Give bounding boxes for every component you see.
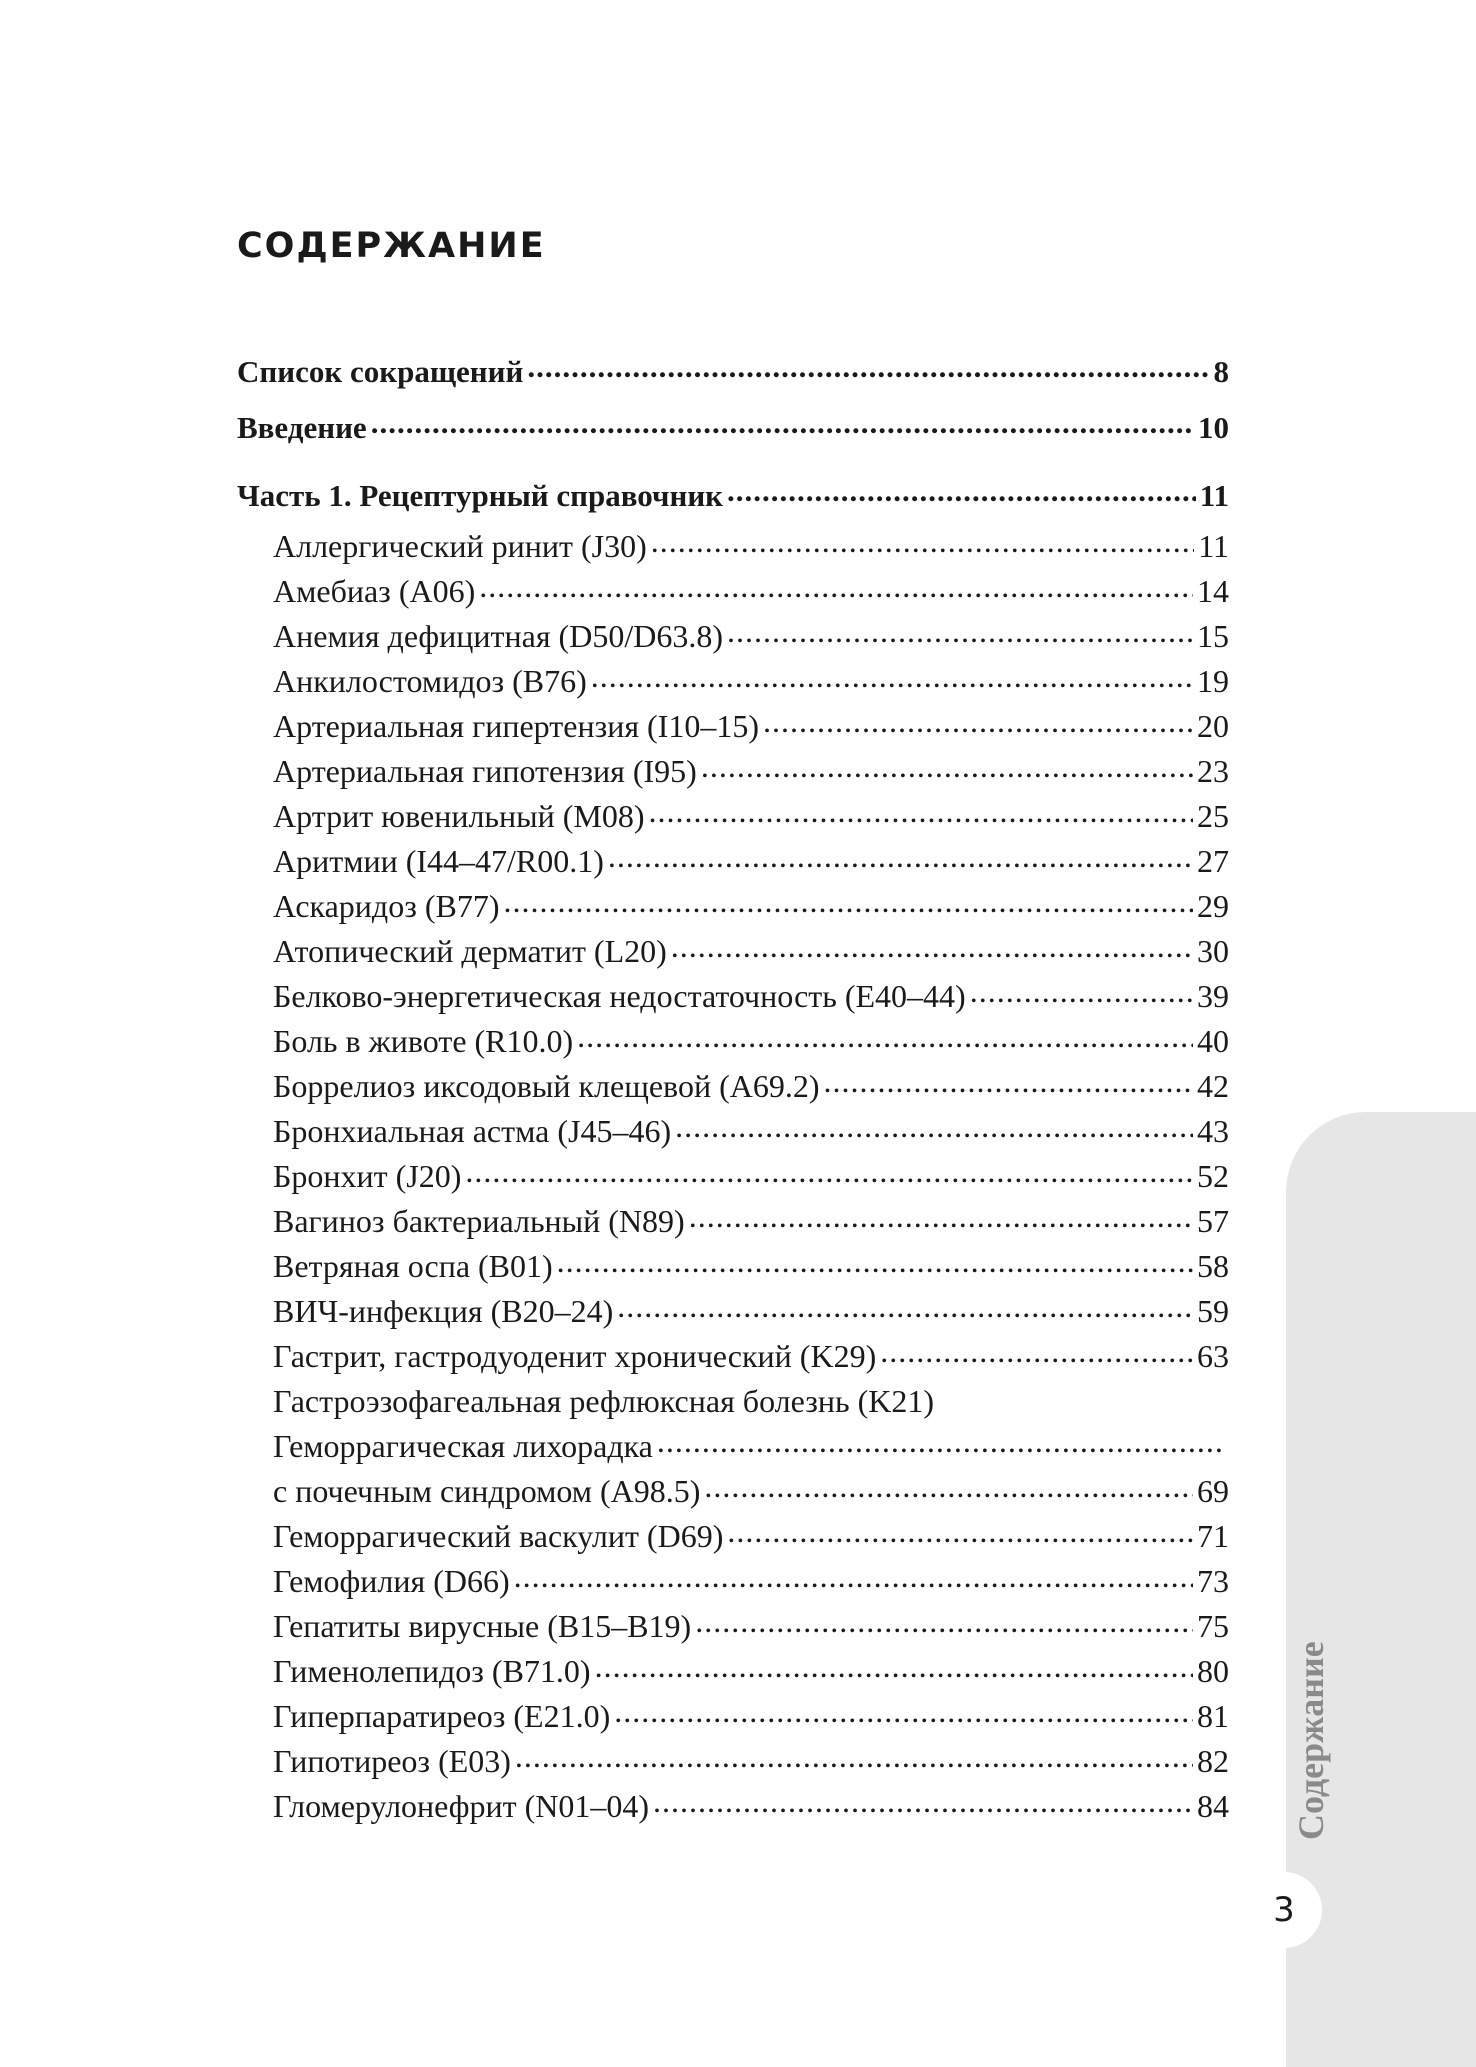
toc-entry-title: Боррелиоз иксодовый клещевой (А69.2) bbox=[273, 1068, 820, 1104]
toc-entry-page: 43 bbox=[1197, 1113, 1229, 1149]
dot-leader bbox=[727, 615, 1193, 647]
toc-entry-page: 20 bbox=[1197, 708, 1229, 744]
table-of-contents bbox=[237, 344, 1229, 1829]
toc-entry-title: Артериальная гипертензия (I10–15) bbox=[273, 708, 760, 744]
dot-leader bbox=[614, 1695, 1193, 1727]
toc-entry-page: 81 bbox=[1197, 1698, 1229, 1734]
toc-entry[interactable] bbox=[237, 974, 1229, 1019]
dot-leader bbox=[503, 885, 1193, 917]
toc-entry-page: 75 bbox=[1197, 1608, 1229, 1644]
toc-entry-page: 84 bbox=[1197, 1788, 1229, 1824]
toc-entry-page: 8 bbox=[1213, 354, 1229, 389]
toc-entry[interactable] bbox=[237, 614, 1229, 659]
toc-entry-title: Список сокращений bbox=[237, 354, 524, 389]
toc-entry-title: Артериальная гипотензия (I95) bbox=[273, 753, 697, 789]
dot-leader bbox=[704, 1470, 1193, 1502]
toc-entry-part-1[interactable] bbox=[237, 468, 1229, 524]
toc-entry[interactable] bbox=[237, 1424, 1229, 1469]
toc-entry-title: Гастрит, гастродуоденит хронический (K29) bbox=[273, 1338, 877, 1374]
side-tab-label: Содержание bbox=[1291, 1641, 1331, 1840]
dot-leader bbox=[465, 1155, 1193, 1187]
toc-entry[interactable] bbox=[237, 839, 1229, 884]
toc-entry[interactable] bbox=[237, 659, 1229, 704]
toc-entry[interactable] bbox=[237, 1739, 1229, 1784]
toc-entry-title: Геморрагический васкулит (D69) bbox=[273, 1518, 724, 1554]
dot-leader bbox=[657, 1425, 1225, 1457]
toc-entry-page: 80 bbox=[1197, 1653, 1229, 1689]
dot-leader bbox=[595, 1650, 1193, 1682]
toc-entry-page: 23 bbox=[1197, 753, 1229, 789]
toc-entry[interactable] bbox=[237, 1649, 1229, 1694]
toc-entry-title: Гиперпаратиреоз (Е21.0) bbox=[273, 1698, 611, 1734]
toc-entry-page: 52 bbox=[1197, 1158, 1229, 1194]
toc-entry-title: Гепатиты вирусные (В15–В19) bbox=[273, 1608, 692, 1644]
dot-leader bbox=[577, 1020, 1193, 1052]
toc-entry-title: Введение bbox=[237, 410, 367, 445]
toc-entry[interactable] bbox=[237, 929, 1229, 974]
toc-entry-page: 63 bbox=[1197, 1338, 1229, 1374]
toc-entry[interactable] bbox=[237, 884, 1229, 929]
toc-entry-title: Аскаридоз (В77) bbox=[273, 888, 500, 924]
toc-entry-title: Белково-энергетическая недостаточность (Е40–44) bbox=[273, 978, 966, 1014]
toc-entry-page: 69 bbox=[1197, 1473, 1229, 1509]
toc-entry[interactable] bbox=[237, 1784, 1229, 1829]
toc-entry-title: Анемия дефицитная (D50/D63.8) bbox=[273, 618, 723, 654]
toc-entry-title: Бронхиальная астма (J45–46) bbox=[273, 1113, 672, 1149]
toc-entry-page: 39 bbox=[1197, 978, 1229, 1014]
toc-entry[interactable] bbox=[237, 1199, 1229, 1244]
toc-entry-title: ВИЧ-инфекция (В20–24) bbox=[273, 1293, 614, 1329]
toc-entry-title: Геморрагическая лихорадка bbox=[273, 1428, 653, 1464]
toc-entry-title: Атопический дерматит (L20) bbox=[273, 933, 667, 969]
toc-entry-title: Аритмии (I44–47/R00.1) bbox=[273, 843, 604, 879]
toc-entry[interactable] bbox=[237, 1334, 1229, 1379]
toc-entry-title: с почечным синдромом (А98.5) bbox=[273, 1473, 701, 1509]
dot-leader bbox=[651, 525, 1194, 557]
toc-entry-title: Артрит ювенильный (М08) bbox=[273, 798, 645, 834]
dot-leader bbox=[649, 795, 1193, 827]
dot-leader bbox=[823, 1065, 1193, 1097]
toc-entry[interactable] bbox=[237, 1514, 1229, 1559]
toc-entry-title: Аллергический ринит (J30) bbox=[273, 528, 647, 564]
toc-entry-page: 82 bbox=[1197, 1743, 1229, 1779]
toc-entry-page: 57 bbox=[1197, 1203, 1229, 1239]
toc-entry-title: Гастроэзофагеальная рефлюксная болезнь (K21) bbox=[273, 1383, 934, 1419]
toc-entry[interactable] bbox=[237, 1019, 1229, 1064]
toc-entry-title: Гипотиреоз (Е03) bbox=[273, 1743, 511, 1779]
toc-entry-page: 11 bbox=[1198, 528, 1229, 564]
toc-entry-page: 25 bbox=[1197, 798, 1229, 834]
toc-entry-page: 19 bbox=[1197, 663, 1229, 699]
toc-entry-title: Амебиаз (А06) bbox=[273, 573, 476, 609]
toc-entry-title: Гемофилия (D66) bbox=[273, 1563, 510, 1599]
dot-leader bbox=[557, 1245, 1193, 1277]
dot-leader bbox=[695, 1605, 1193, 1637]
dot-leader bbox=[527, 351, 1209, 382]
toc-entry-title: Боль в животе (R10.0) bbox=[273, 1023, 574, 1059]
toc-entry-page: 14 bbox=[1197, 573, 1229, 609]
dot-leader bbox=[653, 1785, 1193, 1817]
dot-leader bbox=[970, 975, 1193, 1007]
dot-leader bbox=[727, 1515, 1193, 1547]
toc-entry-introduction[interactable] bbox=[237, 400, 1229, 456]
toc-entry-page: 42 bbox=[1197, 1068, 1229, 1104]
toc-entry-page: 10 bbox=[1198, 410, 1229, 445]
toc-entry[interactable] bbox=[237, 569, 1229, 614]
dot-leader bbox=[514, 1560, 1193, 1592]
toc-entry-title: Гименолепидоз (В71.0) bbox=[273, 1653, 591, 1689]
dot-leader bbox=[617, 1290, 1193, 1322]
page-title: СОДЕРЖАНИЕ bbox=[237, 226, 546, 266]
toc-entry[interactable] bbox=[237, 1469, 1229, 1514]
dot-leader bbox=[675, 1110, 1193, 1142]
toc-entry[interactable] bbox=[237, 1559, 1229, 1604]
toc-entry-abbreviations[interactable] bbox=[237, 344, 1229, 400]
toc-entry-title: Часть 1. Рецептурный справочник bbox=[237, 478, 724, 513]
toc-entry-page: 59 bbox=[1197, 1293, 1229, 1329]
dot-leader bbox=[727, 475, 1196, 506]
toc-entry[interactable] bbox=[237, 704, 1229, 749]
toc-entry-title: Ветряная оспа (В01) bbox=[273, 1248, 553, 1284]
dot-leader bbox=[515, 1740, 1193, 1772]
toc-entry[interactable] bbox=[237, 1244, 1229, 1289]
dot-leader bbox=[880, 1335, 1193, 1367]
dot-leader bbox=[689, 1200, 1193, 1232]
toc-entry[interactable] bbox=[237, 749, 1229, 794]
dot-leader bbox=[608, 840, 1193, 872]
toc-entry-page: 71 bbox=[1197, 1518, 1229, 1554]
dot-leader bbox=[371, 407, 1194, 438]
toc-entry-title: Анкилостомидоз (В76) bbox=[273, 663, 587, 699]
toc-entry[interactable] bbox=[237, 1604, 1229, 1649]
dot-leader bbox=[591, 660, 1193, 692]
toc-entry-page: 29 bbox=[1197, 888, 1229, 924]
toc-entry-title: Вагиноз бактериальный (N89) bbox=[273, 1203, 685, 1239]
toc-entry[interactable] bbox=[237, 1064, 1229, 1109]
toc-entry[interactable] bbox=[237, 794, 1229, 839]
toc-entry[interactable] bbox=[237, 1289, 1229, 1334]
toc-entry[interactable] bbox=[237, 1109, 1229, 1154]
toc-entry[interactable] bbox=[237, 1379, 1229, 1424]
toc-entry[interactable] bbox=[237, 1694, 1229, 1739]
toc-entry-page: 15 bbox=[1197, 618, 1229, 654]
toc-entry-page: 40 bbox=[1197, 1023, 1229, 1059]
page-number: 3 bbox=[1246, 1872, 1322, 1948]
toc-entry-page: 11 bbox=[1199, 478, 1229, 513]
toc-entry[interactable] bbox=[237, 524, 1229, 569]
toc-entry-page: 73 bbox=[1197, 1563, 1229, 1599]
toc-entry-title: Гломерулонефрит (N01–04) bbox=[273, 1788, 650, 1824]
toc-entry-page: 58 bbox=[1197, 1248, 1229, 1284]
toc-entry-page: 30 bbox=[1197, 933, 1229, 969]
dot-leader bbox=[479, 570, 1193, 602]
dot-leader bbox=[701, 750, 1193, 782]
dot-leader bbox=[671, 930, 1193, 962]
dot-leader bbox=[763, 705, 1193, 737]
toc-entry-title: Бронхит (J20) bbox=[273, 1158, 462, 1194]
toc-entry[interactable] bbox=[237, 1154, 1229, 1199]
toc-entry-page: 27 bbox=[1197, 843, 1229, 879]
